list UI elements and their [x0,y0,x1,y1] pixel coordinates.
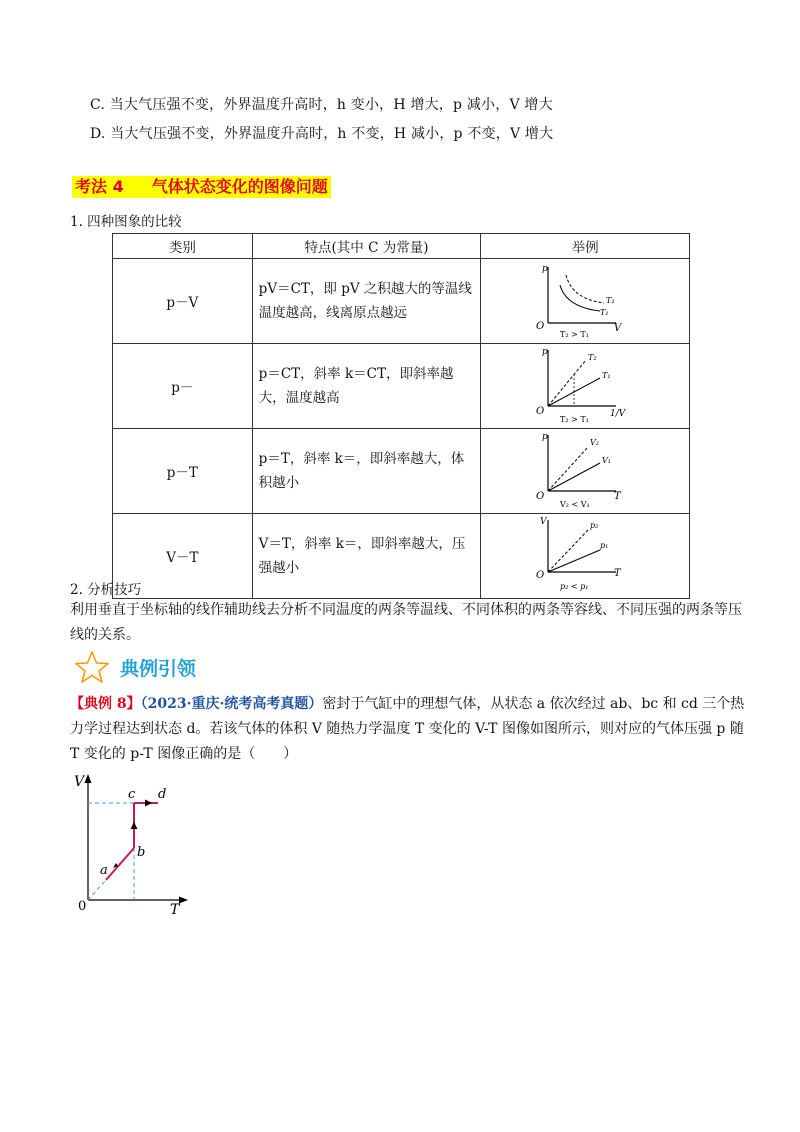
row-feature: V＝T，斜率 k＝，即斜率越大，压强越小 [252,514,481,599]
svg-text:T₂: T₂ [588,353,597,362]
section-label: 考法 4 [75,177,124,196]
table-header: 类别 [113,234,253,259]
svg-text:V: V [540,517,547,527]
point-a: a [100,863,108,878]
row-category: V－T [113,514,253,599]
svg-text:O: O [536,321,545,332]
row-feature: p＝T，斜率 k＝，即斜率越大，体积越小 [252,429,481,514]
example-tag: 【典例 8】 [70,696,141,712]
svg-text:V₂ < V₁: V₂ < V₁ [560,500,590,509]
svg-text:V: V [614,323,622,334]
subheading-analysis: 2. 分析技巧 [70,582,142,598]
table-row [113,259,690,344]
subheading-comparison: 1. 四种图象的比较 [70,214,182,230]
table-row [113,429,690,514]
svg-text:O: O [536,491,545,502]
example-text: 密封于气缸中的理想气体，从状态 a 依次经过 ab、bc 和 cd 三个热力学过程达到状态 d。若该气体的体积 V 随热力学温度 T 变化的 V-T 图像如图所示，则对应的气体压强 p 随 T 变化的 p-T 图像正确的是（ ） [70,696,745,762]
banner-title: 典例引领 [120,658,197,680]
table-row [113,514,690,599]
svg-text:p₂ < p₁: p₂ < p₁ [560,582,589,591]
row-example [481,514,690,599]
table-header-row [113,234,690,259]
svg-text:O: O [536,406,545,417]
svg-text:T₁: T₁ [602,371,611,380]
row-example [481,344,690,429]
svg-text:p₁: p₁ [600,541,609,550]
row-category: p－V [113,259,253,344]
vt-isobar-diagram [530,514,640,594]
section-title: 气体状态变化的图像问题 [151,177,328,196]
svg-text:p₂: p₂ [590,521,599,530]
analysis-paragraph: 利用垂直于坐标轴的线作辅助线去分析不同温度的两条等温线、不同体积的两条等容线、不同压强的两条等压线的关系。 [70,602,742,643]
example-source: （2023·重庆·统考高考真题） [140,696,323,712]
table-header: 特点(其中 C 为常量) [252,234,481,259]
row-feature: p＝CT，斜率 k＝CT，即斜率越大，温度越高 [252,344,481,429]
origin-label: 0 [78,899,87,914]
svg-text:T₁: T₁ [600,308,609,317]
svg-text:T₂ > T₁: T₂ > T₁ [560,330,590,339]
svg-text:O: O [536,570,545,581]
row-feature: pV＝CT，即 pV 之积越大的等温线温度越高，线离原点越远 [252,259,481,344]
row-category: p－T [113,429,253,514]
option-d: D. 当大气压强不变，外界温度升高时，h 不变，H 减小，p 不变，V 增大 [90,126,554,142]
svg-text:p: p [542,347,548,357]
vt-process-graph [66,770,206,920]
star-icon [74,650,110,684]
comparison-table [112,233,690,599]
example-problem [70,692,750,767]
row-example [481,429,690,514]
svg-text:p: p [542,432,548,442]
section-heading [72,176,331,198]
svg-text:T: T [614,568,621,579]
option-c: C. 当大气压强不变，外界温度升高时，h 变小，H 增大，p 减小，V 增大 [90,97,553,113]
x-axis-label: T [170,902,180,918]
row-example [481,259,690,344]
table-row [113,344,690,429]
svg-text:1/V: 1/V [610,409,626,419]
svg-text:V₂: V₂ [590,438,600,447]
row-category: p－ [113,344,253,429]
svg-text:T₂ > T₁: T₂ > T₁ [560,415,590,424]
point-c: c [128,787,136,802]
pv-isotherm-diagram [530,259,640,339]
pt-isochore-diagram [530,429,640,509]
y-axis-label: V [74,774,85,790]
table-header: 举例 [481,234,690,259]
p-invv-diagram [530,344,640,424]
svg-text:T: T [614,491,621,502]
svg-text:p: p [542,264,548,274]
point-b: b [137,845,146,860]
svg-text:V₁: V₁ [602,456,612,465]
point-d: d [158,787,167,802]
svg-text:T₂: T₂ [606,296,615,305]
